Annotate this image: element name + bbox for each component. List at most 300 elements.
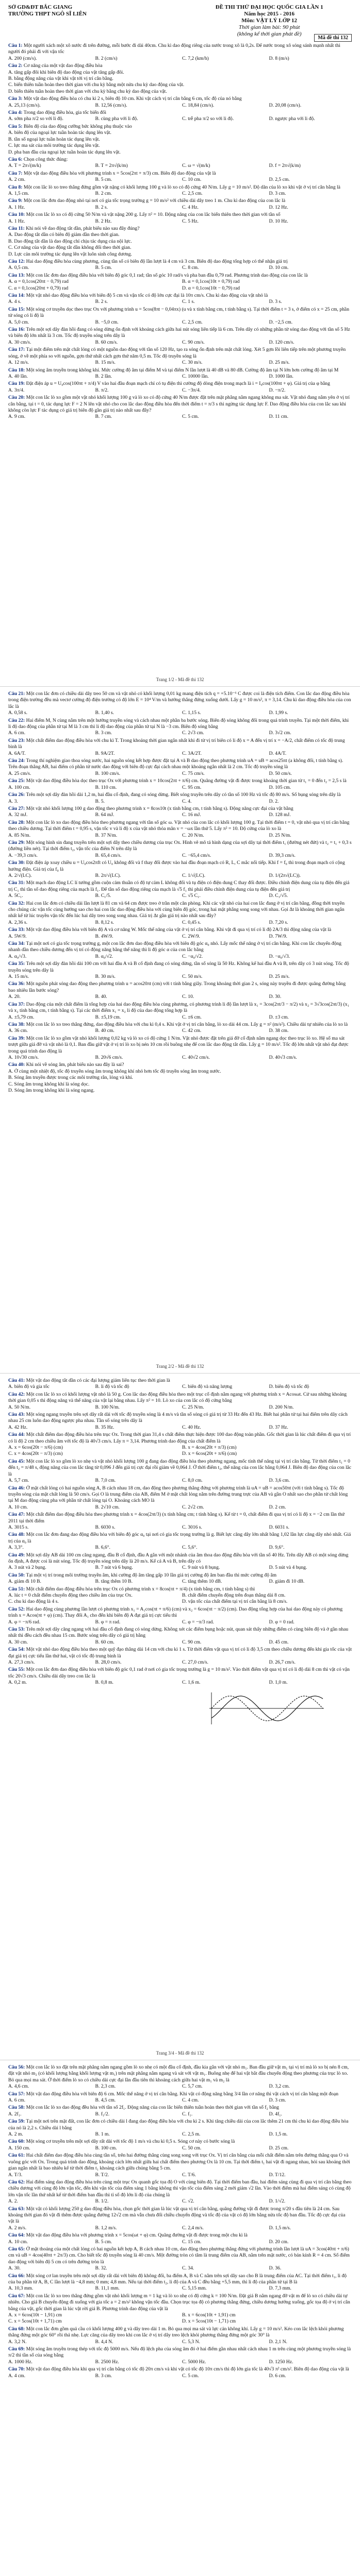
answer-option[interactable]: D. 20,08 (cm/s).	[269, 102, 302, 108]
answer-option[interactable]: C. 5 cm.	[182, 414, 199, 420]
answer-option[interactable]: B. 2π/√(LC).	[95, 872, 121, 878]
answer-option[interactable]: D. 40√3 cm/s.	[269, 1054, 297, 1060]
answer-option[interactable]: A. 2 m/s.	[8, 2225, 27, 2231]
answer-option[interactable]: C. 10000 lần.	[182, 373, 209, 379]
answer-option[interactable]: C. 15 cm.	[182, 2239, 202, 2245]
answer-option[interactable]: B. T = 2π√(k/m)	[95, 163, 128, 169]
answer-option[interactable]: C. tăng thêm 10 dB.	[182, 1579, 222, 1585]
answer-option[interactable]: C. chu kì dao động là 4 s.	[8, 1599, 59, 1605]
answer-option[interactable]: B. α₀/√2.	[95, 953, 113, 959]
answer-option[interactable]: C. 40 Hz.	[182, 1424, 201, 1430]
answer-option[interactable]: D. 25 m/s.	[269, 974, 290, 980]
questions	[8, 1378, 352, 1686]
answer-option[interactable]: B. 60 cm.	[95, 1639, 114, 1645]
answer-option[interactable]: B. 7 nút và 6 bụng.	[95, 1565, 133, 1571]
answer-option[interactable]: A. 30.	[8, 2265, 21, 2272]
answer-option[interactable]: C. 1 s.	[182, 299, 195, 305]
answer-option[interactable]: A. 12 m/s.	[8, 360, 29, 366]
answer-option[interactable]: D. 20 cm.	[269, 2239, 289, 2245]
answer-option[interactable]: A. Dao động tắt dần có biên độ giảm dần theo thời gian.	[8, 232, 120, 238]
answer-option[interactable]: C. 2,5 m.	[182, 2131, 201, 2138]
answer-option[interactable]: A. 3,3°.	[8, 1545, 24, 1551]
answer-option[interactable]: B. 8,12 s.	[95, 919, 114, 925]
answer-option[interactable]: B. tăng thêm 10 B.	[95, 1579, 133, 1585]
answer-option[interactable]: B. 32.	[95, 2265, 107, 2272]
answer-option[interactable]: C. 42 cm.	[182, 1028, 202, 1034]
answer-option[interactable]: C. 90 cm/s.	[182, 339, 205, 345]
answer-option[interactable]: A. 200 (cm/s).	[8, 55, 37, 61]
answer-option[interactable]: C. 4 cm.	[182, 2097, 199, 2104]
question-text: Một vật dao động điều hòa khi qua vị trí cân bằng có tốc độ 20π cm/s và khi vật có tốc độ 10π cm/s thì độ lớn gia tốc là 40√3 π² cm/s². Biên độ dao động của vật là	[26, 2366, 349, 2372]
answer-option[interactable]: C. 5,3 N.	[182, 2338, 200, 2345]
answer-option[interactable]: D. 8 (m/s)	[269, 55, 289, 61]
answer-option[interactable]: B. 5.	[95, 798, 105, 804]
answer-option[interactable]: B. 35 Hz.	[95, 1424, 114, 1430]
question-text: Một con lắc đơn gồm quả cầu có khối lượng 400 g và dây treo dài 1 m. Bỏ qua mọi ma sát và lực cản không khí. Lấy g = 10 m/s². Kéo con lắc lệch khỏi phương thẳng đứng một góc 60° rồi thả nhẹ. Lực căng của dây treo khi con lắc ở vị trí dây treo lệch khỏi phương thẳng đứng một góc 30° là	[8, 2326, 344, 2338]
answer-option[interactable]: C. 0,45 s.	[182, 919, 201, 925]
answer-option[interactable]: D. 25 N/m.	[269, 832, 291, 838]
answer-option[interactable]: C. 5 cm.	[182, 2372, 199, 2379]
answer-option[interactable]: B. 9A/2T.	[95, 750, 115, 756]
answer-option[interactable]: A. 0,58 s.	[8, 710, 28, 716]
answer-option[interactable]: A. sớm pha π/2 so với li độ.	[8, 116, 63, 122]
answer-option[interactable]: C. 1/√(LC).	[182, 872, 205, 878]
answer-option[interactable]: B. 5 cm.	[95, 2239, 112, 2245]
answer-option[interactable]: C. α = 0,1cos(20πt + 0,79) rad	[8, 285, 69, 291]
answer-option[interactable]: A. 5,0 cm.	[8, 319, 29, 325]
answer-option[interactable]: D. 1/(2π√(LC)).	[269, 872, 301, 878]
answer-option[interactable]: C. f₁.	[182, 2111, 193, 2117]
answer-option[interactable]: C. 34.	[182, 2265, 194, 2272]
answer-option[interactable]: C. lực ma sát của môi trường tác dụng lên vật.	[8, 143, 100, 149]
answer-option[interactable]: B. tần số ngoại lực tuần hoàn tác dụng lên vật.	[8, 136, 100, 142]
answer-option[interactable]: D. 10 cm.	[269, 265, 289, 271]
answer-option[interactable]: D. 1,5 m.	[269, 2131, 288, 2138]
answer-option[interactable]: A. 36 cm.	[8, 1028, 28, 1034]
answer-option[interactable]: A. 3 nút và 2 bụng.	[8, 1565, 46, 1571]
answer-option[interactable]: A. 25,13 (cm/s).	[8, 102, 41, 108]
answer-option[interactable]: D. 1,0 m.	[269, 1680, 288, 1686]
answer-options	[8, 771, 352, 777]
answer-option[interactable]: C. 2√3 cm.	[182, 730, 204, 736]
question-number: Câu 9:	[8, 198, 23, 204]
answer-option[interactable]: D. 6031 s.	[269, 1524, 289, 1530]
answer-option[interactable]: B. 12,56 (cm/s).	[95, 102, 127, 108]
answer-option[interactable]: C. 5 Hz.	[182, 218, 199, 224]
answer-option[interactable]: A. 100 cm.	[8, 784, 30, 790]
answer-option[interactable]: A. 42 Hz.	[8, 1424, 28, 1430]
answer-option[interactable]: A. 9 cm.	[8, 414, 26, 420]
answer-option[interactable]: C. 2W/9.	[182, 933, 200, 939]
answer-option[interactable]: C. 1,15 s.	[182, 710, 201, 716]
answer-option[interactable]: D. 1000 lần.	[269, 373, 293, 379]
answer-option[interactable]: B. 7,0 cm.	[95, 1478, 116, 1484]
answer-option[interactable]: B. Dao động tắt dần là dao động chỉ chịu tác dụng của nội lực.	[8, 238, 132, 244]
answer-option[interactable]: C. 8 cm.	[182, 265, 199, 271]
answer-option[interactable]: A. T = 2π√(m/k)	[8, 163, 41, 169]
answer-option[interactable]: A. 6 cm.	[8, 730, 26, 736]
answer-option[interactable]: A. 1 Hz.	[8, 204, 25, 210]
answer-option[interactable]: B. 1,2 m/s.	[95, 2225, 117, 2231]
question	[8, 259, 352, 272]
answer-option[interactable]: C. x = 5cos(10t + 1,71) cm	[8, 2318, 62, 2325]
answer-option[interactable]: A. 25 cm/s.	[8, 770, 31, 776]
answer-option[interactable]: D. 7,20 s.	[269, 919, 288, 925]
answer-option[interactable]: D. 38 cm.	[269, 1028, 289, 1034]
answer-option[interactable]: B. 37 N/m.	[95, 832, 118, 838]
answer-option[interactable]: B. 1 m.	[95, 2131, 110, 2138]
answer-option[interactable]: D. 3,6 cm.	[269, 1478, 290, 1484]
answer-option[interactable]: C. 10 cm.	[182, 177, 202, 183]
answer-option[interactable]: D. pha ban đầu của ngoại lực tuần hoàn tác dụng lên vật.	[8, 149, 121, 155]
question-number: Câu 11:	[8, 225, 25, 231]
answer-option[interactable]: A. 5C₁.	[8, 893, 23, 899]
question-number: Câu 14:	[8, 293, 25, 299]
answer-options	[8, 103, 352, 109]
answer-option[interactable]: A. 4,6 cm.	[8, 2083, 29, 2090]
answer-option[interactable]: D. 3√2 cm.	[269, 730, 291, 736]
answer-option[interactable]: D. biên độ và tốc độ	[269, 1384, 309, 1390]
answer-option[interactable]: B. 100 N/m.	[95, 1404, 120, 1410]
answer-option[interactable]: B. 65,4 cm/s.	[95, 852, 122, 858]
answer-option[interactable]: C. 8,0 cm.	[182, 1478, 203, 1484]
answer-option[interactable]: A. 1,5 cm.	[8, 190, 29, 196]
answer-option[interactable]: B. 30 m/s.	[95, 974, 116, 980]
answer-option[interactable]: D. 105 cm.	[269, 784, 291, 790]
answer-option[interactable]: A. 150 cm.	[8, 2145, 30, 2151]
answer-option[interactable]: C. 2,5 cm.	[182, 319, 203, 325]
question-text: Một sóng cơ truyền dọc theo trục Ox với phương trình u = 5cos(8πt − 0,04πx) (u và x tính bằng cm, t tính bằng s). Tại thời điểm t = 3 s, ở điểm có x = 25 cm, phần tử sóng có li độ là	[8, 306, 349, 319]
answer-option[interactable]: D. 45 cm.	[269, 1639, 289, 1645]
answer-option[interactable]: B. x = 6cos(10t + 1,91) cm	[182, 2312, 236, 2318]
answer-option[interactable]: B. 28,0 cm/s.	[95, 1659, 122, 1666]
answer-option[interactable]: C. x = 4cos(20t − π/3) (cm)	[8, 1451, 63, 1457]
question-number: Câu 36:	[8, 981, 25, 987]
answer-option[interactable]: A. x = 6cos(20t − π/6) (cm)	[8, 1445, 63, 1451]
answer-option[interactable]: B. ±5,19 cm.	[95, 1014, 121, 1020]
answer-option[interactable]: D. ±3 cm.	[269, 1014, 289, 1020]
answer-option[interactable]: D. 36.	[269, 2265, 282, 2272]
answer-option[interactable]: D. T/12.	[269, 2172, 286, 2178]
answer-option[interactable]: D. 1,5 m/s.	[269, 2225, 291, 2231]
answer-option[interactable]: D. 6 cm.	[269, 2372, 286, 2379]
answer-option[interactable]: D. 30.	[269, 994, 282, 1000]
answer-option[interactable]: A. tăng gấp đôi khi biên độ dao động của vật tăng gấp đôi.	[8, 69, 124, 75]
answer-option[interactable]: A. 40 lần.	[8, 373, 28, 379]
answer-option[interactable]: A. 1 Hz.	[8, 218, 25, 224]
answer-option[interactable]: C. 5,7 cm.	[182, 2083, 203, 2090]
question-number: Câu 24:	[8, 758, 25, 764]
answer-option[interactable]: C. 2,4 m/s.	[182, 2225, 204, 2231]
answer-option[interactable]: B. x = 4cos(20t + π/3) (cm)	[182, 1445, 237, 1451]
answer-option[interactable]: B. 1,40 s.	[95, 710, 114, 716]
answer-option[interactable]: C. 5000 Hz.	[182, 2359, 206, 2365]
answer-option[interactable]: B. 40.	[95, 994, 107, 1000]
answer-option[interactable]: B. 6,6°.	[95, 1545, 110, 1551]
answer-option[interactable]: A. 2,36 s.	[8, 919, 28, 925]
answer-option[interactable]: C. 3016 s.	[182, 1524, 202, 1530]
answer-option[interactable]: D. biến thiên tuần hoàn theo thời gian với chu kỳ bằng chu kỳ dao động của vật.	[8, 88, 167, 94]
answer-option[interactable]: D. 11 cm.	[269, 414, 288, 420]
answer-option[interactable]: C. Cơ năng của vật dao động tắt dần không đổi theo thời gian.	[8, 245, 132, 251]
answer-option[interactable]: A. 6 cm.	[8, 2097, 26, 2104]
answer-option[interactable]: D. f = 2π√(k/m)	[269, 163, 301, 169]
answer-option[interactable]: C. 9 nút và 8 bụng.	[182, 1565, 220, 1571]
answer-option[interactable]: A. α = 0,1cos(20πt − 0,79) rad	[8, 279, 69, 285]
answer-option[interactable]: C. −65,4 cm/s.	[182, 852, 211, 858]
answer-option[interactable]: D. 50 cm/s.	[269, 770, 292, 776]
answer-option[interactable]: C. 5,15 mm.	[182, 2285, 207, 2292]
answer-option[interactable]: C. ω = √(m/k)	[182, 163, 210, 169]
answer-option[interactable]: D. 4A/T.	[269, 750, 287, 756]
answer-option[interactable]: A. 3.	[8, 798, 18, 804]
answer-option[interactable]: C. √2.	[182, 2198, 194, 2205]
answer-option[interactable]: D. 2 cm.	[269, 1504, 286, 1510]
answer-option[interactable]: B. 60 cm/s.	[95, 339, 118, 345]
answer-option[interactable]: A. 2 cm.	[8, 177, 26, 183]
answer-option[interactable]: D. 7W/9.	[269, 933, 287, 939]
answer-option[interactable]: A. φ = −π/6 rad.	[8, 1619, 41, 1625]
answer-option[interactable]: D. α = 0,1cos(10t − 0,79) rad	[182, 285, 240, 291]
answer-option[interactable]: A. 30 cm/s.	[8, 339, 31, 345]
answer-option[interactable]: A. 5W/9.	[8, 933, 27, 939]
answer-option[interactable]: D. 3 cm.	[269, 2097, 286, 2104]
answer-option[interactable]: A. 3015 s.	[8, 1524, 29, 1530]
answer-option[interactable]: A. 2/√(LC).	[8, 872, 32, 878]
answer-option[interactable]: C. 27,0 cm/s.	[182, 1659, 208, 1666]
answer-option[interactable]: A. 5,7 cm.	[8, 1478, 29, 1484]
answer-option[interactable]: D. x = 5cos(10t − 1,71) cm	[182, 2318, 236, 2325]
answer-option[interactable]: C. biên độ và năng lượng	[182, 1384, 233, 1390]
answer-option[interactable]: A. 32 mJ.	[8, 812, 28, 818]
answer-option[interactable]: C. −3π/4.	[182, 387, 201, 393]
answer-option[interactable]: D. 9,6°.	[269, 1545, 285, 1551]
answer-option[interactable]: C. T/6.	[182, 2172, 196, 2178]
answer-option[interactable]: B. 4,4 N.	[95, 2338, 113, 2345]
answer-option[interactable]: B. 40 cm.	[95, 1028, 114, 1034]
question-number: Câu 61:	[8, 2153, 25, 2159]
answer-option[interactable]: A. 10 cm.	[8, 2239, 28, 2245]
answer-option[interactable]: B. cùng pha với li độ.	[95, 116, 138, 122]
answer-option[interactable]: B. T/2.	[95, 2172, 109, 2178]
answer-option[interactable]: D. 12 Hz.	[269, 204, 288, 210]
answer-option[interactable]: C. 25 N/m.	[182, 1404, 204, 1410]
answer-option[interactable]: D. −π/2.	[269, 387, 286, 393]
question	[8, 307, 352, 326]
question-stem	[8, 2064, 352, 2083]
answer-option[interactable]: A. 10√30 cm/s.	[8, 1054, 39, 1060]
answer-option[interactable]: A. 0,5 cm.	[8, 265, 29, 271]
answer-option[interactable]: B. 100 cm.	[95, 2145, 117, 2151]
answer-option[interactable]: B. 1/2.	[95, 2198, 109, 2205]
answer-option[interactable]: B. 4,5 cm.	[95, 2097, 116, 2104]
answer-option[interactable]: A. 4 cm.	[8, 2372, 26, 2379]
answer-option[interactable]: D. 200 N/m.	[269, 1404, 294, 1410]
answer-option[interactable]: A. 2f₁.	[8, 2111, 22, 2117]
answer-option[interactable]: C. 50 cm.	[182, 2145, 202, 2151]
answer-option[interactable]: D. vận tốc của chất điểm tại vị trí cân bằng là 8 cm/s.	[182, 1599, 288, 1605]
answer-option[interactable]: A. 0,2 m.	[8, 1680, 27, 1686]
answer-option[interactable]: D. 7,3 mm.	[269, 2285, 291, 2292]
answer-option[interactable]: C. trễ pha π/2 so với li độ.	[182, 116, 234, 122]
answer-option[interactable]: A. lúc t = 0 chất điểm chuyển động theo chiều âm của trục Ox.	[8, 1592, 133, 1598]
answer-option[interactable]: A. 15 m/s.	[8, 974, 29, 980]
answer-option[interactable]: B. 20√6 cm/s.	[95, 1054, 123, 1060]
answer-option[interactable]: C. 7,2 (km/h)	[182, 55, 209, 61]
answer-option[interactable]: D. 25 cm.	[269, 2145, 289, 2151]
answer-option[interactable]: A. 4 s.	[8, 299, 22, 305]
answer-option[interactable]: B. 0,8 m.	[95, 1680, 113, 1686]
answer-option[interactable]: D. 10 Hz.	[269, 218, 288, 224]
answer-option[interactable]: B. 3 cm.	[95, 2372, 112, 2379]
answer-option[interactable]: D. 26,7 cm/s.	[269, 1659, 296, 1666]
answer-option[interactable]: D. 37 Hz.	[269, 1424, 288, 1430]
answer-option[interactable]: B. 2 cm.	[95, 190, 112, 196]
answer-option[interactable]: C. 40√2 cm/s.	[182, 1054, 210, 1060]
answer-option[interactable]: D. 25 m/s.	[269, 360, 290, 366]
answer-option[interactable]: A. 2 m.	[8, 2131, 23, 2138]
answer-option[interactable]: C. 10.	[182, 994, 194, 1000]
answer-option[interactable]: A. 3π/4.	[8, 387, 25, 393]
answer-option[interactable]: B. φ = π rad.	[95, 1619, 121, 1625]
answer-option[interactable]: C. √5 C₁.	[182, 893, 201, 899]
answer-option[interactable]: A. x = 6cos(10t − 1,91) cm	[8, 2312, 62, 2318]
answer-option[interactable]: D. −2,5 cm.	[269, 319, 293, 325]
answer-option[interactable]: B. 2 s.	[95, 204, 108, 210]
answer-option[interactable]: D. giảm đi 10 dB.	[269, 1579, 305, 1585]
answer-option[interactable]: A. biên độ và gia tốc	[8, 1384, 50, 1390]
answer-option[interactable]: D. 120 cm/s.	[269, 339, 294, 345]
answer-option[interactable]: B. 11,1 mm.	[95, 2285, 120, 2292]
answer-option[interactable]: D. C₁/√5.	[269, 893, 288, 899]
answer-option[interactable]: C. 4.	[182, 798, 192, 804]
answer-option[interactable]: D. Sóng âm trong không khí là sóng ngang.	[8, 1087, 95, 1093]
answer-option[interactable]: B. 2√10 cm.	[95, 1504, 120, 1510]
question-stem	[8, 1586, 352, 1592]
answer-option[interactable]: C. 16 mJ.	[182, 812, 201, 818]
answer-option[interactable]: B. 2,3 cm.	[95, 2083, 116, 2090]
answer-option[interactable]: D. 128 mJ.	[269, 812, 291, 818]
answer-option[interactable]: A. 3,2 N.	[8, 2338, 27, 2345]
answer-option[interactable]: C. 1,6 m.	[182, 1680, 201, 1686]
answer-option[interactable]: A. 50 N/m.	[8, 1404, 31, 1410]
answer-option[interactable]: B. 7 cm.	[95, 414, 112, 420]
answer-option[interactable]: D. −α₀/√3.	[269, 953, 290, 959]
answer-option[interactable]: A. 10 cm.	[8, 1504, 28, 1510]
answer-option[interactable]: A. 2.	[8, 2198, 18, 2205]
answer-option[interactable]: B. 4W/9.	[95, 933, 113, 939]
answer-option[interactable]: D. 2.	[269, 798, 279, 804]
answer-option[interactable]: C. 4 Hz.	[182, 204, 199, 210]
answer-option[interactable]: D. 4f₁.	[269, 2111, 282, 2117]
answer-option[interactable]: A. 1000 Hz.	[8, 2359, 32, 2365]
answer-option[interactable]: A. 20.	[8, 994, 21, 1000]
answer-option[interactable]: B. 2 (cm/s)	[95, 55, 118, 61]
answer-option[interactable]: D. Lực cản môi trường tác dụng lên vật luôn sinh công dương.	[8, 251, 132, 257]
answer-option[interactable]: B. 6030 s.	[95, 1524, 116, 1530]
answer-option[interactable]: A. −39,3 cm/s.	[8, 852, 38, 858]
answer-option[interactable]: A. T/3.	[8, 2172, 23, 2178]
answer-option[interactable]: B. π/2.	[95, 387, 109, 393]
answer-option[interactable]: C. 95 cm.	[182, 784, 202, 790]
answer-option[interactable]: D. φ = 0 rad.	[269, 1619, 294, 1625]
answer-option[interactable]: B. 15 m/s.	[95, 360, 116, 366]
answer-option[interactable]: B. −5,0 cm.	[95, 319, 119, 325]
answer-option[interactable]: A. 30 cm.	[8, 1639, 28, 1645]
answer-option[interactable]: B. 5 cm.	[95, 265, 112, 271]
answer-option[interactable]: B. Sóng âm truyền được trong các môi trường rắn, lỏng và khí.	[8, 1075, 133, 1081]
answer-option[interactable]: B. 100 cm/s.	[95, 770, 121, 776]
answer-option[interactable]: B. 2 lần.	[95, 373, 112, 379]
answer-option[interactable]: C. 20 N/m.	[182, 832, 204, 838]
answer-option[interactable]: A. 6A/T.	[8, 750, 26, 756]
answer-option[interactable]: B. li độ và tốc độ	[95, 1384, 129, 1390]
answer-option[interactable]: A. Ở cùng một nhiệt độ, tốc độ truyền sóng âm trong không khí nhỏ hơn tốc độ truyền sóng âm trong nước.	[8, 1068, 221, 1074]
answer-option[interactable]: D. 1250 Hz.	[269, 2359, 293, 2365]
answer-option[interactable]: A. 85 N/m.	[8, 832, 31, 838]
answer-option[interactable]: A. α₀/√3.	[8, 953, 27, 959]
answer-option[interactable]: D. 1/√2.	[269, 2198, 286, 2205]
answer-option[interactable]: A. 27,3 cm/s.	[8, 1659, 35, 1666]
question-text: Một vật dao động điều hòa có chu kì 2 s, biên độ 10 cm. Khi vật cách vị trí cân bằng 6 cm, tốc độ của nó bằng	[23, 96, 242, 102]
answer-option[interactable]: D. 5 nút và 4 bụng.	[269, 1565, 307, 1571]
answer-option[interactable]: B. C₁/5.	[95, 893, 111, 899]
answer-option[interactable]: D. 2,5 cm.	[269, 177, 290, 183]
answer-option[interactable]: D. 3,2 cm.	[269, 2083, 290, 2090]
answer-option[interactable]: D. 3 s.	[269, 299, 282, 305]
answer-option[interactable]: B. bằng động năng của vật khi vật tới vị trí cân bằng.	[8, 76, 113, 82]
answer-option[interactable]: B. 110 cm.	[95, 784, 117, 790]
answer-options	[8, 218, 352, 225]
answer-option[interactable]: C. Sóng âm trong không khí là sóng dọc.	[8, 1081, 90, 1087]
answer-option[interactable]: C. 2√2 cm.	[182, 1504, 204, 1510]
answer-option[interactable]: B. 3 cm.	[95, 730, 112, 736]
answer-option[interactable]: C. 50 m/s.	[182, 974, 203, 980]
answer-option[interactable]: C. −α₀/√2.	[182, 953, 203, 959]
answer-option[interactable]: B. chất điểm chuyển động trên đoạn thẳng dài 8 cm.	[182, 1592, 286, 1598]
answer-option[interactable]: B. 2 Hz.	[95, 218, 112, 224]
question-text: Hai dao động cùng phương lần lượt có phương trình x₁ = A₁cos(πt + π/6) (cm) và x₂ = 6cos(πt − π/2) (cm). Dao động tổng hợp của hai dao động này có phương trình x = Acos(πt + φ) (cm). Thay đổi A₁ cho đến khi biên độ A đạt giá trị cực tiểu thì	[8, 1606, 343, 1619]
answer-option[interactable]: D. 3 cm.	[269, 190, 286, 196]
answer-option[interactable]: B. 5 cm.	[95, 177, 112, 183]
answer-option[interactable]: C. φ = −π/3 rad.	[182, 1619, 214, 1625]
answer-option[interactable]: A. giảm đi 10 B.	[8, 1579, 41, 1585]
answer-option[interactable]: C. 75 cm/s.	[182, 770, 205, 776]
answer-option[interactable]: A. ±5,79 cm.	[8, 1014, 35, 1020]
question-text: Một vật nhỏ dao động điều hòa với biên độ 5 cm và vận tốc có độ lớn cực đại là 10π cm/s. Chu kì dao động của vật nhỏ là	[26, 293, 268, 299]
answer-option[interactable]: C. 90 cm.	[182, 1639, 202, 1645]
answer-option[interactable]: B. f₁/2.	[95, 2111, 110, 2117]
answer-option[interactable]: D. ngược pha với li độ.	[269, 116, 315, 122]
answer-option[interactable]: C. 2,5 cm.	[182, 190, 203, 196]
answer-option[interactable]: C. 5,6°.	[182, 1545, 198, 1551]
answer-option[interactable]: B. 64 mJ.	[95, 812, 114, 818]
answer-option[interactable]: A. 10,3 mm.	[8, 2285, 34, 2292]
answer-option[interactable]: C. 30 m/s.	[182, 360, 203, 366]
answer-option[interactable]: C. ±6 cm.	[182, 1014, 202, 1020]
answer-option[interactable]: D. x = 6cos(20t + π/6) (cm)	[182, 1451, 237, 1457]
answer-option[interactable]: C. 3A/2T.	[182, 750, 202, 756]
answer-option[interactable]: B. 2 s.	[95, 299, 108, 305]
answer-option[interactable]: B. 2500 Hz.	[95, 2359, 119, 2365]
answer-option[interactable]: D. 2,1 N.	[269, 2338, 287, 2345]
answer-option[interactable]: B. α = 0,1cos(10t + 0,79) rad	[182, 279, 240, 285]
answer-option[interactable]: C. 18,84 (cm/s).	[182, 102, 215, 108]
answer-option[interactable]: D. 39,3 cm/s.	[269, 852, 296, 858]
answer-option[interactable]: C. biến thiên tuần hoàn theo thời gian với chu kỳ bằng một nửa chu kỳ dao động của vật.	[8, 82, 185, 88]
answer-option[interactable]: A. biên độ của ngoại lực tuần hoàn tác dụng lên vật.	[8, 130, 111, 136]
answer-option[interactable]: D. 1,99 s.	[269, 710, 288, 716]
